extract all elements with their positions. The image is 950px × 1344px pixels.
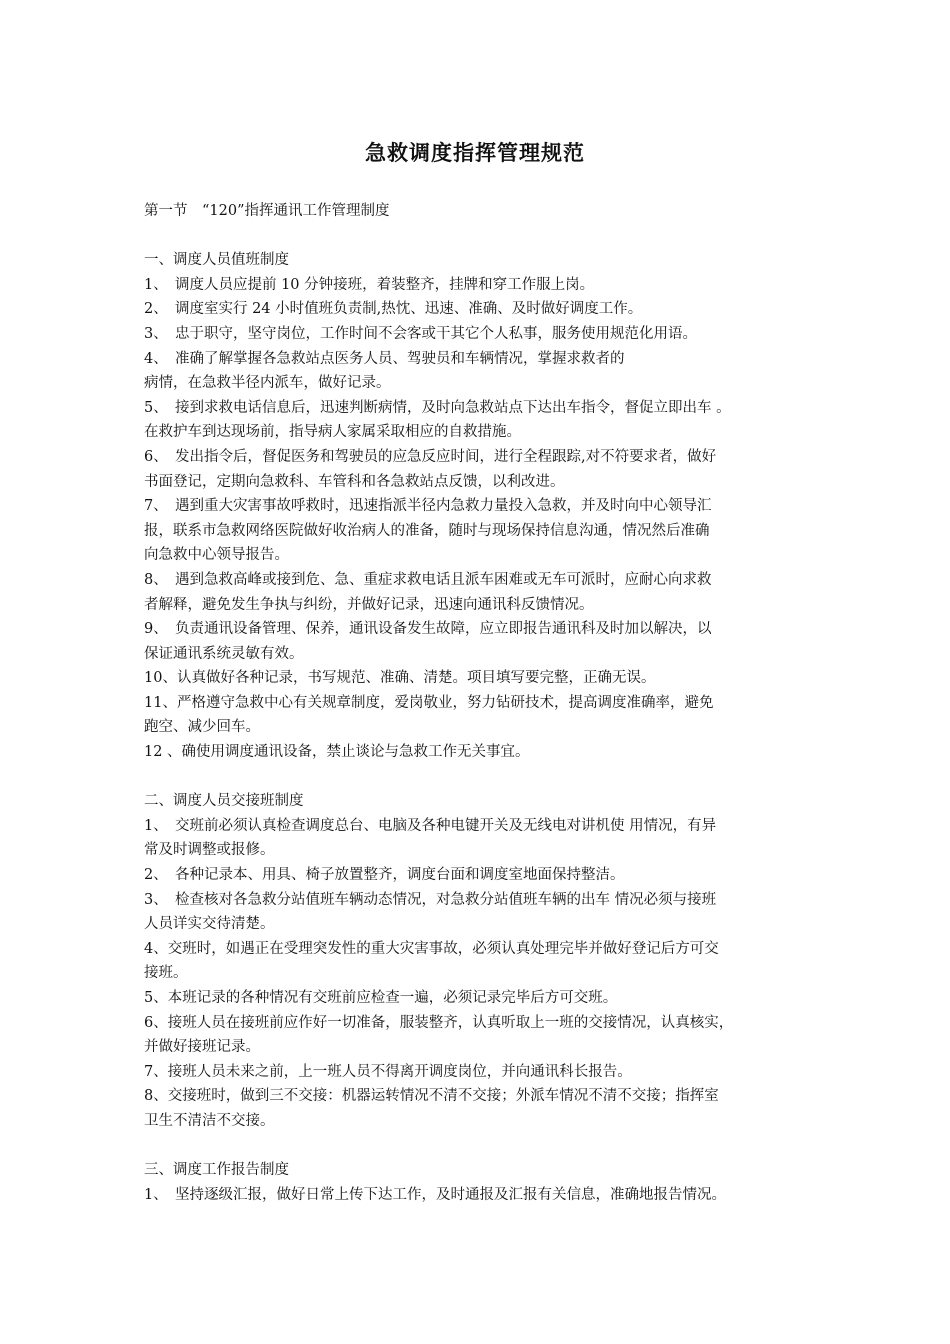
text-line: 2、 调度室实行 24 小时值班负责制,热忱、迅速、准确、及时做好调度工作。	[144, 301, 643, 318]
blank-line	[144, 765, 814, 790]
text-line: 9、 负责通讯设备管理、保养，通讯设备发生故障，应立即报告通讯科及时加以解决，以	[144, 621, 712, 638]
text-line: 在救护车到达现场前，指导病人家属采取相应的自救措施。	[144, 424, 521, 441]
text-line: 跑空、减少回车。	[144, 719, 260, 736]
text-line: 卫生不清洁不交接。	[144, 1112, 275, 1129]
text-line: 1、 交班前必须认真检查调度总台、电脑及各种电键开关及无线电对讲机使 用情况，有异	[144, 817, 717, 834]
text-line: 2、 各种记录本、用具、椅子放置整齐，调度台面和调度室地面保持整洁。	[144, 867, 625, 884]
part3-heading: 三、调度工作报告制度	[144, 1162, 289, 1179]
text-line: 3、 忠于职守，坚守岗位，工作时间不会客或干其它个人私事，服务使用规范化用语。	[144, 325, 697, 342]
text-line: 3、 检查核对各急救分站值班车辆动态情况，对急救分站值班车辆的出车 情况必须与接班	[144, 891, 717, 908]
part1-lines	[144, 273, 814, 765]
text-line: 4、 准确了解掌握各急救站点医务人员、驾驶员和车辆情况，掌握求救者的	[144, 350, 625, 367]
text-line: 接班。	[144, 965, 188, 982]
part2-lines	[144, 814, 814, 1134]
part2-heading: 二、调度人员交接班制度	[144, 793, 304, 810]
document-title: 急救调度指挥管理规范	[365, 141, 585, 165]
document-body	[144, 199, 814, 1207]
text-line: 6、接班人员在接班前应作好一切准备，服装整齐，认真听取上一班的交接情况，认真核实，	[144, 1014, 734, 1031]
text-line: 书面登记，定期向急救科、车管科和各急救站点反馈，以利改进。	[144, 473, 565, 490]
text-line: 5、本班记录的各种情况有交班前应检查一遍，必须记录完毕后方可交班。	[144, 990, 618, 1006]
text-line: 11、严格遵守急救中心有关规章制度，爱岗敬业，努力钻研技术，提高调度准确率，避免	[144, 694, 714, 711]
text-line: 报，联系市急救网络医院做好收治病人的准备，随时与现场保持信息沟通，情况然后准确	[144, 522, 710, 539]
text-line: 6、 发出指令后，督促医务和驾驶员的应急反应时间，进行全程跟踪,对不符要求者，做好	[144, 448, 717, 465]
text-line: 者解释，避免发生争执与纠纷，并做好记录，迅速向通讯科反馈情况。	[144, 596, 594, 613]
text-line: 人员详实交待清楚。	[144, 916, 275, 933]
section-heading: 第一节 “120”指挥通讯工作管理制度	[144, 203, 390, 219]
text-line: 10、认真做好各种记录，书写规范、准确、清楚。项目填写要完整，正确无误。	[144, 670, 656, 687]
part3-lines	[144, 1183, 814, 1208]
text-line: 病情，在急救半径内派车，做好记录。	[144, 375, 391, 392]
blank-line	[144, 224, 814, 249]
text-line: 7、接班人员未来之前，上一班人员不得离开调度岗位，并向通讯科长报告。	[144, 1063, 632, 1080]
text-line: 向急救中心领导报告。	[144, 547, 289, 564]
text-line: 1、 调度人员应提前 10 分钟接班，着装整齐，挂牌和穿工作服上岗。	[144, 276, 595, 293]
text-line: 常及时调整或报修。	[144, 842, 275, 859]
text-line: 8、交接班时，做到三不交接：机器运转情况不清不交接；外派车情况不清不交接；指挥室	[144, 1088, 719, 1105]
text-line: 7、 遇到重大灾害事故呼救时，迅速指派半径内急救力量投入急救，并及时向中心领导汇	[144, 498, 712, 515]
text-line: 保证通讯系统灵敏有效。	[144, 645, 304, 662]
text-line: 1、 坚持逐级汇报，做好日常上传下达工作，及时通报及汇报有关信息，准确地报告情况。	[144, 1186, 726, 1203]
blank-line	[144, 1134, 814, 1159]
text-line: 并做好接班记录。	[144, 1039, 260, 1056]
part1-heading: 一、调度人员值班制度	[144, 252, 289, 269]
text-line: 4、交班时，如遇正在受理突发性的重大灾害事故，必须认真处理完毕并做好登记后方可交	[144, 940, 719, 957]
text-line: 8、 遇到急救高峰或接到危、急、重症求救电话且派车困难或无车可派时，应耐心向求救	[144, 571, 712, 588]
text-line: 5、 接到求救电话信息后，迅速判断病情，及时向急救站点下达出车指令，督促立即出车 。	[144, 399, 731, 416]
text-line: 12 、确使用调度通讯设备，禁止谈论与急救工作无关事宜。	[144, 744, 530, 761]
